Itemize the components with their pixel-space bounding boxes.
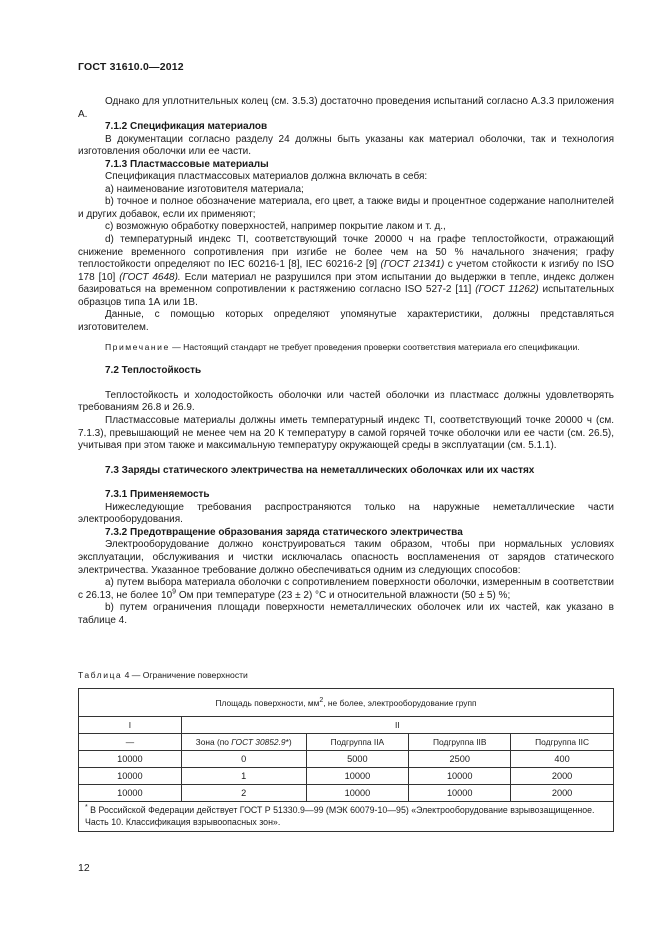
gost-reference: (ГОСТ 4648).	[119, 271, 181, 283]
paragraph: Электрооборудование должно конструироваться таким образом, чтобы при нормальных условиях эксплуатации, обслуживания и чистки исключалась опасность воспламенения от зарядов статического электричества. Указанное требование должно обеспечиваться одним из следующих способов:	[78, 539, 614, 576]
header-text: Площадь поверхности, мм	[215, 697, 320, 708]
document-header: ГОСТ 31610.0—2012	[78, 61, 184, 73]
table-header-cell	[79, 689, 614, 717]
table-header-row	[79, 689, 614, 717]
text-run: а) путем выбора материала оболочки с сопротивлением поверхности оболочки, измеренным в соответствии с 26.13, не более 10	[78, 577, 614, 601]
table-row	[79, 768, 614, 785]
section-heading: 7.2 Теплостойкость	[105, 365, 202, 377]
table-cell: 10000	[306, 785, 409, 802]
document-body	[78, 96, 614, 627]
table-row	[79, 751, 614, 768]
section-heading: 7.3.2 Предотвращение образования заряда статического электричества	[105, 526, 463, 538]
section-heading: 7.3 Заряды статического электричества на неметаллических оболочках или их частях	[105, 464, 535, 476]
gost-reference: (ГОСТ 11262)	[475, 284, 539, 296]
surface-area-table	[78, 688, 614, 832]
paragraph: Теплостойкость и холодостойкость оболочки или частей оболочки из пластмасс должны удовлетворять требованиям 26.8 и 26.9.	[78, 389, 614, 414]
text-run: Ом при температуре (23 ± 2) °C и относительной влажности (50 ± 5) %;	[176, 589, 511, 601]
superscript: 2	[319, 696, 324, 704]
text-run: d) температурный индекс TI, соответствующий точке 20000 ч на графе теплостойкости, отражающий снижение временного сопротивления при изгибе не более чем на 50 % начального значения; графу теплостойкости определяют по IEC 60216-1 [8], IEC 60216-2 [9]	[78, 234, 614, 271]
list-item: с) возможную обработку поверхностей, например покрытие лаком и т. д.,	[105, 221, 446, 233]
table-caption-text: 4 — Ограничение поверхности	[122, 670, 248, 680]
table-cell: 2500	[409, 751, 511, 768]
paragraph: Данные, с помощью которых определяют упомянутые характеристики, должны представляться изготовителем.	[78, 309, 614, 333]
table-footnote	[79, 802, 614, 832]
paragraph: Нижеследующие требования распространяются только на наружные неметаллические части электрооборудования.	[78, 501, 614, 526]
list-item: b) точное и полное обозначение материала, его цвет, а также виды и процентное содержание наполнителей и других добавок, если их применяют;	[78, 196, 614, 220]
table-cell: 2	[181, 785, 306, 802]
table-caption-label: Таблица	[78, 670, 123, 680]
header-text: *)	[285, 737, 292, 747]
note-label: Примечание	[105, 342, 170, 353]
table-cell: 2000	[511, 768, 614, 785]
table-cell: 10000	[79, 768, 182, 785]
table-cell: 10000	[409, 768, 511, 785]
note	[78, 342, 614, 353]
paragraph: В документации согласно разделу 24 должны быть указаны как материал оболочки, так и технология изготовления оболочки или ее части.	[78, 133, 614, 158]
column-header: —	[79, 734, 182, 751]
column-header: Подгруппа IIA	[306, 734, 409, 751]
table-cell: 400	[511, 751, 614, 768]
table-cell: 5000	[306, 751, 409, 768]
list-item	[78, 234, 614, 309]
text-run: испытательных образцов типа 1А или 1В.	[78, 284, 614, 308]
list-item: b) путем ограничения площади поверхности неметаллических оболочек или их частей, как указано в таблице 4.	[78, 602, 614, 626]
paragraph: Спецификация пластмассовых материалов должна включать в себя:	[105, 171, 428, 183]
text-run: Если материал не разрушился при этом испытании до выдержки в тепле, индекс должен базироваться на временном сопротивлении к растяжению согласно ISO 527-2 [11]	[78, 271, 614, 296]
list-item	[78, 577, 614, 602]
column-header: Подгруппа IIC	[511, 734, 614, 751]
section-heading: 7.3.1 Применяемость	[105, 489, 210, 501]
paragraph: Пластмассовые материалы должны иметь температурный индекс TI, соответствующий точке 20000 ч (см. 7.1.3), превышающий не менее чем на 20 К температуру в самой горячей точке оболочки или ее части (см. 26.5), учитывая при этом также и максимальную температуру окружающей среды в эксплуатации (см. 5.1.1).	[78, 415, 614, 452]
table-footnote-row	[79, 802, 614, 832]
column-header: Подгруппа IIB	[409, 734, 511, 751]
table-cell: 10000	[79, 751, 182, 768]
note-text: — Настоящий стандарт не требует проведения проверки соответствия материала его спецификации.	[169, 342, 580, 353]
paragraph: Однако для уплотнительных колец (см. 3.5.3) достаточно проведения испытаний согласно А.3.3 приложения А.	[78, 96, 614, 120]
section-heading: 7.1.3 Пластмассовые материалы	[105, 158, 269, 170]
table-group-row	[79, 717, 614, 734]
gost-reference: ГОСТ 30852.9	[231, 737, 286, 747]
table-cell: 0	[181, 751, 306, 768]
footnote-text: В Российской Федерации действует ГОСТ Р 51330.9—99 (МЭК 60079-10—95) «Электрооборудование взрывозащищенное. Часть 10. Классификация взрывоопасных зон».	[85, 805, 595, 827]
table-subheader-row	[79, 734, 614, 751]
gost-reference: (ГОСТ 21341)	[380, 259, 445, 271]
text-run: с учетом стойкости к изгибу по ISO 178 [10]	[78, 259, 614, 283]
header-text: Зона (по	[195, 737, 232, 747]
table-cell: 10000	[79, 785, 182, 802]
footnote-mark: *	[85, 804, 88, 812]
header-text: , не более, электрооборудование групп	[323, 697, 477, 708]
column-header	[181, 734, 306, 751]
table-row	[79, 785, 614, 802]
table-caption	[78, 670, 248, 680]
list-item: а) наименование изготовителя материала;	[105, 183, 304, 195]
table-cell: 2000	[511, 785, 614, 802]
superscript: 9	[172, 588, 177, 596]
group-cell: II	[181, 717, 613, 734]
section-heading: 7.1.2 Спецификация материалов	[105, 121, 268, 133]
table-cell: 1	[181, 768, 306, 785]
table-cell: 10000	[409, 785, 511, 802]
table-cell: 10000	[306, 768, 409, 785]
group-cell: I	[79, 717, 182, 734]
page-number: 12	[78, 862, 90, 874]
